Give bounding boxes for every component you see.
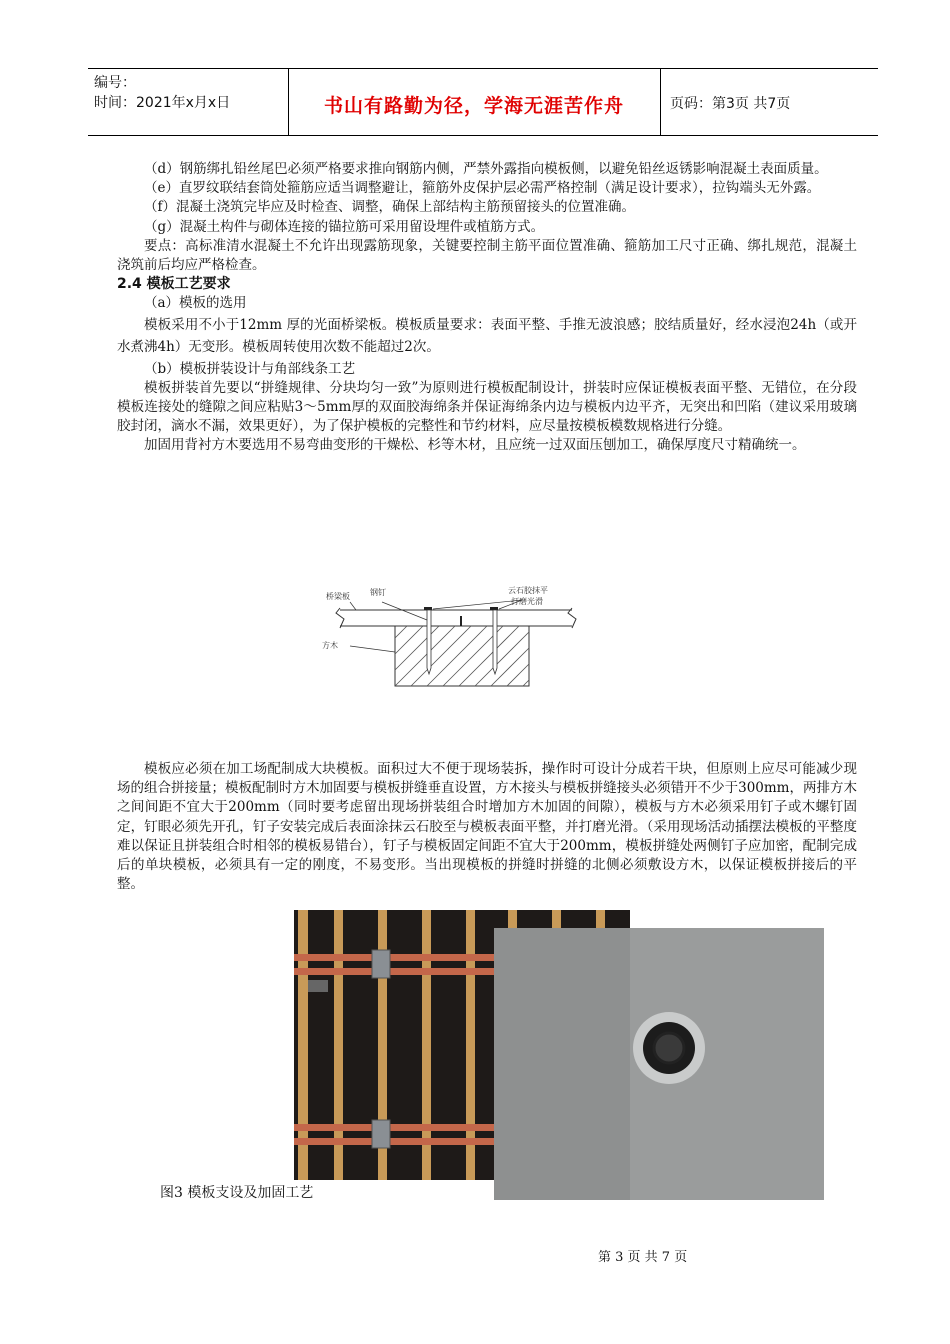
header-page-number: 页码：第3页 共7页 bbox=[670, 96, 791, 112]
leader-nail bbox=[382, 602, 427, 620]
leader-glue bbox=[433, 600, 522, 609]
break-mark-left bbox=[336, 608, 344, 628]
concrete-photo-drawing bbox=[494, 928, 824, 1200]
paragraph-b1: 模板拼装首先要以“拼缝规律、分块均匀一致”为原则进行模板配制设计，拼装时应保证模板表面平整、无错位，在分段模板连接处的缝隙之间应粘贴3～5mm厚的双面胶海绵条并保证海绵条内边与模板内边平齐，无突出和凹陷（建议采用玻璃胶封闭，滴水不漏，效果更好），为了保护模板的完整性和节约材料，应尽量按模板模数规格进行分缝。 bbox=[117, 379, 857, 435]
paragraph-a: 模板采用不小于12mm 厚的光面桥梁板。模板质量要求：表面平整、手推无波浪感；胶结质量好，经水浸泡24h（或开水煮沸4h）无变形。模板周转使用次数不能超过2次。 bbox=[117, 316, 857, 355]
header-number-label: 编号： bbox=[94, 75, 136, 91]
page-footer: 第 3 页 共 7 页 bbox=[598, 1250, 688, 1265]
paragraph-g: （g）混凝土构件与砌体连接的锚拉筋可采用留设埋件或植筋方式。 bbox=[144, 218, 545, 235]
joint-mark bbox=[460, 616, 462, 626]
paragraph-d: （d）钢筋绑扎铅丝尾巴必须严格要求推向钢筋内侧，严禁外露指向模板侧，以避免铅丝返锈影响混凝土表面质量。 bbox=[144, 161, 828, 177]
concrete-surface-photo bbox=[494, 928, 824, 1200]
section-heading: 2.4 模板工艺要求 bbox=[117, 276, 231, 293]
body-text-upper bbox=[117, 160, 857, 456]
diagram-label-glue: 云石胶抹平 bbox=[508, 586, 548, 595]
diagram-label-wood: 方木 bbox=[322, 641, 338, 650]
body-text-lower bbox=[117, 760, 857, 894]
subheading-a: （a）模板的选用 bbox=[144, 295, 247, 312]
paragraph-f: （f）混凝土浇筑完毕应及时检查、调整，确保上部结构主筋预留接头的位置准确。 bbox=[144, 199, 635, 216]
diagram-label-nail: 钢钉 bbox=[370, 588, 386, 597]
leader-board bbox=[350, 602, 356, 610]
nail-left bbox=[424, 607, 432, 674]
diagram-label-board: 桥梁板 bbox=[326, 592, 350, 601]
header-motto: 书山有路勤为径，学海无涯苦作舟 bbox=[323, 95, 624, 117]
leader-wood bbox=[350, 646, 395, 652]
paragraph-key-points: 要点：高标准清水混凝土不允许出现露筋现象，关键要控制主筋平面位置准确、箍筋加工尺寸正确、绑扎规范，混凝土浇筑前后均应严格检查。 bbox=[117, 237, 857, 274]
paragraph-e: （e）直罗纹联结套筒处箍筋应适当调整避让，箍筋外皮保护层必需严格控制（满足设计要求），拉钩端头无外露。 bbox=[144, 180, 821, 197]
wood-hatch bbox=[395, 626, 529, 686]
tie-bolt bbox=[308, 980, 328, 992]
nail-right bbox=[490, 607, 498, 674]
paragraph-b2: 加固用背衬方木要选用不易弯曲变形的干燥松、杉等木材，且应统一过双面压刨加工，确保厚度尺寸精确统一。 bbox=[144, 437, 806, 454]
page-header bbox=[88, 68, 878, 136]
diagram-label-polish: 打磨光滑 bbox=[511, 597, 543, 606]
figure-caption: 图3 模板支设及加固工艺 bbox=[160, 1185, 314, 1201]
break-mark-right bbox=[568, 608, 576, 628]
header-info bbox=[94, 73, 230, 113]
paragraph-c: 模板应必须在加工场配制成大块模板。面积过大不便于现场装拆，操作时可设计分成若干块，但原则上应尽可能减少现场的组合拼接量；模板配制时方木加固要与模板拼缝垂直设置，方木接头与模板拼缝接头必须错开不少于300mm，两排方木之间间距不宜大于200mm（同时要考虑留出现场拼装组合时增加方木加固的间隙），模板与方木必须采用钉子或木螺钉固定，钉眼必须先开孔，钉子安装完成后表面涂抹云石胶至与模板表面平整，并打磨光滑。（采用现场活动插摆法模板的平整度难以保证且拼装组合时相邻的模板易错台），钉子与模板固定间距不宜大于200mm，模板拼缝处两侧钉子应加密，配制完成后的单块模板，必须具有一定的刚度，不易变形。当出现模板的拼缝时拼缝的北侧必须敷设方木，以保证模板拼接后的平整。 bbox=[117, 761, 857, 893]
subheading-b: （b）模板拼装设计与角部线条工艺 bbox=[144, 360, 356, 377]
header-time-label: 时间：2021年x月x日 bbox=[94, 95, 231, 111]
header-divider bbox=[660, 69, 661, 135]
formwork-nail-diagram bbox=[310, 580, 600, 695]
